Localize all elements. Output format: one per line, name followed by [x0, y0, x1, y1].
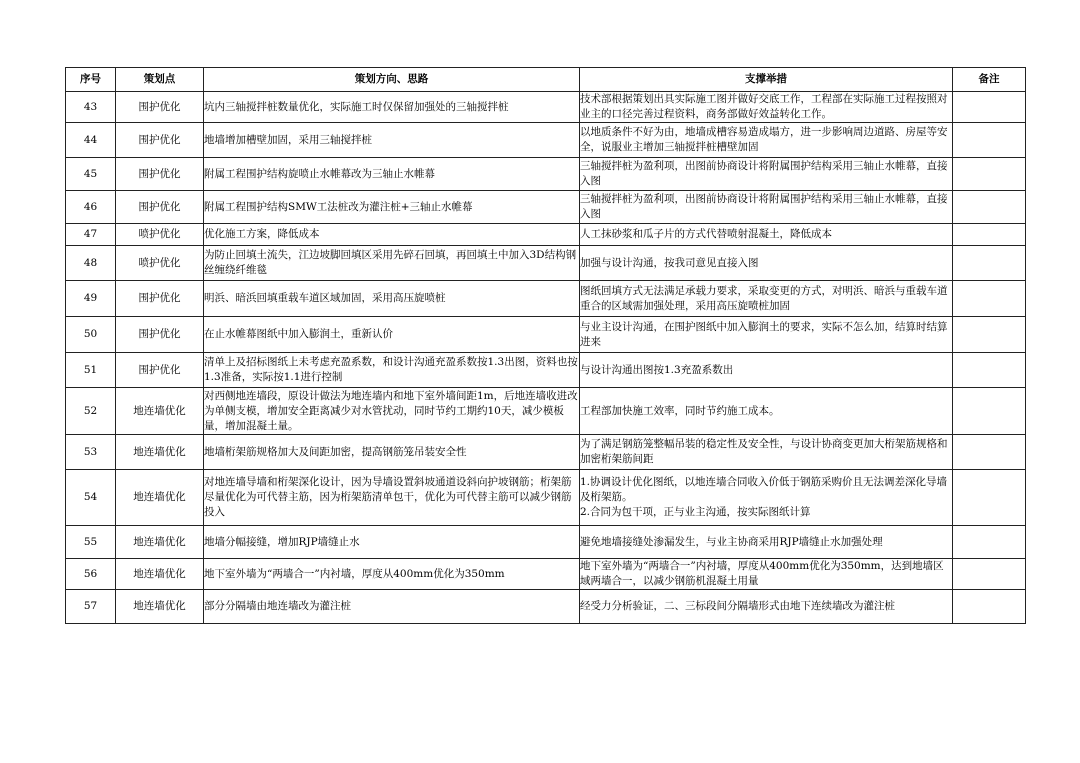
row-remark: [953, 158, 1026, 191]
row-direction: 附属工程围护结构SMW工法桩改为灌注桩+三轴止水帷幕: [204, 191, 580, 224]
row-direction: 附属工程围护结构旋喷止水帷幕改为三轴止水帷幕: [204, 158, 580, 191]
row-planning-point: 地连墙优化: [116, 590, 204, 624]
row-direction: 地墙桁架筋规格加大及间距加密，提高钢筋笼吊装安全性: [204, 435, 580, 470]
row-remark: [953, 388, 1026, 435]
row-measure: 经受力分析验证，二、三标段间分隔墙形式由地下连续墙改为灌注桩: [580, 590, 953, 624]
row-number: 51: [66, 353, 116, 388]
row-planning-point: 喷护优化: [116, 246, 204, 281]
row-planning-point: 围护优化: [116, 281, 204, 317]
row-remark: [953, 246, 1026, 281]
row-measure: 加强与设计沟通，按我司意见直接入图: [580, 246, 953, 281]
row-number: 54: [66, 470, 116, 526]
header-no: 序号: [66, 68, 116, 92]
row-direction: 优化施工方案，降低成本: [204, 224, 580, 246]
row-direction: 在止水帷幕图纸中加入膨润土，重新认价: [204, 317, 580, 353]
row-number: 56: [66, 559, 116, 590]
row-remark: [953, 559, 1026, 590]
row-remark: [953, 353, 1026, 388]
row-remark: [953, 317, 1026, 353]
table-row: [66, 92, 1026, 123]
row-number: 55: [66, 526, 116, 559]
row-remark: [953, 224, 1026, 246]
table-body: [66, 92, 1026, 624]
row-remark: [953, 435, 1026, 470]
row-measure: 1.协调设计优化图纸，以地连墙合同收入价低于钢筋采购价且无法调差深化导墙及桁架筋。 2.合同为包干项，正与业主沟通，按实际图纸计算: [580, 470, 953, 526]
row-direction: 地墙分幅接缝，增加RJP墙缝止水: [204, 526, 580, 559]
row-number: 49: [66, 281, 116, 317]
table-row: [66, 590, 1026, 624]
table-row: [66, 224, 1026, 246]
row-planning-point: 围护优化: [116, 353, 204, 388]
row-remark: [953, 92, 1026, 123]
row-remark: [953, 281, 1026, 317]
header-measure: 支撑举措: [580, 68, 953, 92]
row-measure: 以地质条件不好为由，地墙成槽容易造成塌方，进一步影响周边道路、房屋等安全，说服业主增加三轴搅拌桩槽壁加固: [580, 123, 953, 158]
row-planning-point: 喷护优化: [116, 224, 204, 246]
row-planning-point: 围护优化: [116, 317, 204, 353]
row-measure: 工程部加快施工效率，同时节约施工成本。: [580, 388, 953, 435]
row-number: 52: [66, 388, 116, 435]
header-remark: 备注: [953, 68, 1026, 92]
row-measure: 为了满足钢筋笼整幅吊装的稳定性及安全性，与设计协商变更加大桁架筋规格和加密桁架筋间距: [580, 435, 953, 470]
table-row: [66, 317, 1026, 353]
row-planning-point: 地连墙优化: [116, 526, 204, 559]
row-direction: 清单上及招标图纸上未考虑充盈系数，和设计沟通充盈系数按1.3出图，资料也按1.3准备，实际按1.1进行控制: [204, 353, 580, 388]
row-direction: 对西侧地连墙段，原设计做法为地连墙内和地下室外墙间距1m，后地连墙收进改为单侧支模，增加安全距离减少对水管扰动，同时节约工期约10天，减少模板量，增加混凝土量。: [204, 388, 580, 435]
table-row: [66, 526, 1026, 559]
row-direction: 坑内三轴搅拌桩数量优化，实际施工时仅保留加强处的三轴搅拌桩: [204, 92, 580, 123]
row-planning-point: 地连墙优化: [116, 435, 204, 470]
table-row: [66, 559, 1026, 590]
row-number: 53: [66, 435, 116, 470]
row-planning-point: 地连墙优化: [116, 388, 204, 435]
table-row: [66, 246, 1026, 281]
row-direction: 地墙增加槽壁加固，采用三轴搅拌桩: [204, 123, 580, 158]
table-row: [66, 281, 1026, 317]
row-planning-point: 围护优化: [116, 158, 204, 191]
table-sheet: [65, 67, 1026, 624]
row-remark: [953, 470, 1026, 526]
row-direction: 为防止回填土流失，江边坡脚回填区采用先碎石回填，再回填土中加入3D结构钢丝缠绕纤维毯: [204, 246, 580, 281]
row-number: 45: [66, 158, 116, 191]
row-number: 47: [66, 224, 116, 246]
table-row: [66, 158, 1026, 191]
table-row: [66, 191, 1026, 224]
row-planning-point: 围护优化: [116, 92, 204, 123]
row-measure: 地下室外墙为“两墙合一”内衬墙，厚度从400mm优化为350mm，达到地墙区域两墙合一，以减少钢筋机混凝土用量: [580, 559, 953, 590]
row-direction: 明浜、暗浜回填重载车道区域加固，采用高压旋喷桩: [204, 281, 580, 317]
row-direction: 地下室外墙为“两墙合一”内衬墙，厚度从400mm优化为350mm: [204, 559, 580, 590]
row-number: 46: [66, 191, 116, 224]
row-measure: 三轴搅拌桩为盈利项，出图前协商设计将附属围护结构采用三轴止水帷幕，直接入图: [580, 158, 953, 191]
row-measure: 三轴搅拌桩为盈利项，出图前协商设计将附属围护结构采用三轴止水帷幕，直接入图: [580, 191, 953, 224]
row-number: 50: [66, 317, 116, 353]
row-measure: 与业主设计沟通，在围护图纸中加入膨润土的要求，实际不怎么加，结算时结算进来: [580, 317, 953, 353]
row-planning-point: 地连墙优化: [116, 470, 204, 526]
table-row: [66, 435, 1026, 470]
row-planning-point: 地连墙优化: [116, 559, 204, 590]
row-number: 44: [66, 123, 116, 158]
row-number: 43: [66, 92, 116, 123]
row-remark: [953, 590, 1026, 624]
row-number: 57: [66, 590, 116, 624]
table-row: [66, 470, 1026, 526]
row-measure: 技术部根据策划出具实际施工图并做好交底工作，工程部在实际施工过程按照对业主的口径完善过程资料，商务部做好效益转化工作。: [580, 92, 953, 123]
table-row: [66, 123, 1026, 158]
table-row: [66, 388, 1026, 435]
row-number: 48: [66, 246, 116, 281]
row-measure: 与设计沟通出图按1.3充盈系数出: [580, 353, 953, 388]
row-direction: 部分分隔墙由地连墙改为灌注桩: [204, 590, 580, 624]
row-measure: 避免地墙接缝处渗漏发生，与业主协商采用RJP墙缝止水加强处理: [580, 526, 953, 559]
header-point: 策划点: [116, 68, 204, 92]
header-direction: 策划方向、思路: [204, 68, 580, 92]
row-planning-point: 围护优化: [116, 191, 204, 224]
row-measure: 图纸回填方式无法满足承载力要求，采取变更的方式，对明浜、暗浜与重载车道重合的区域需加强处理，采用高压旋喷桩加固: [580, 281, 953, 317]
row-planning-point: 围护优化: [116, 123, 204, 158]
row-direction: 对地连墙导墙和桁架深化设计，因为导墙设置斜坡通道设斜向护坡钢筋；桁架筋尽量优化为可代替主筋，因为桁架筋清单包干，优化为可代替主筋可以减少钢筋投入: [204, 470, 580, 526]
header-row: [66, 68, 1026, 92]
row-measure: 人工抹砂浆和瓜子片的方式代替喷射混凝土，降低成本: [580, 224, 953, 246]
table-row: [66, 353, 1026, 388]
planning-table: [65, 67, 1026, 624]
row-remark: [953, 123, 1026, 158]
row-remark: [953, 526, 1026, 559]
row-remark: [953, 191, 1026, 224]
